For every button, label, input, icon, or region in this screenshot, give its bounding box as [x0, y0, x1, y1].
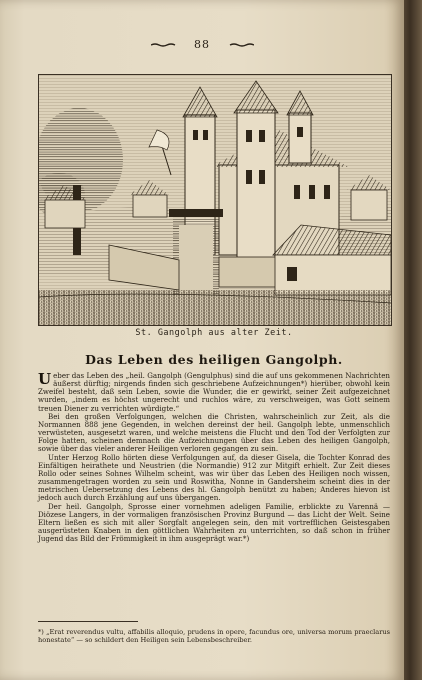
paragraph-1: Ueber das Leben des „heil. Gangolph (Gengulphus) sind die auf uns gekommenen Nachrichten äußerst dürftig; nirgends finden sich geschriebene Aufzeichnungen*) hierüber, obwohl kein Zweifel besteht, daß sein Leben, sowie die Wunder, die er gewirkt, seiner Zeit aufgezeichnet wurden, „indem es höchst ungerecht und ruchlos wäre, zu verschweigen, was Gott seinem treuen Diener zu verrichten würdigte.“ [38, 370, 390, 413]
ornament-right-icon [228, 43, 254, 47]
footnote-rule [38, 621, 138, 622]
page-header [0, 38, 404, 51]
drop-cap: U [38, 370, 52, 388]
page-number: 88 [194, 38, 210, 51]
article-body [38, 372, 390, 543]
church-engraving [38, 74, 392, 326]
footnote: *) „Erat reverendus vultu, affabilis alloquio, prudens in opere, facundus ore, universa morum praeclarus honestate“ — so schildert den Heiligen sein Lebensbeschreiber. [38, 628, 390, 645]
ornament-left-icon [151, 43, 177, 47]
paragraph-2: Bei den großen Verfolgungen, welchen die Christen, wahrscheinlich zur Zeit, als die Normannen 888 jene Gegenden, in welchen dereinst der heil. Gangolph lebte, unmenschlich verwüsteten, ausgesetzt waren, und welche meistens die Flucht und den Tod der Verfolgten zur Folge hatten, scheinen demnach die Aufzeichnungen über das Leben des heiligen Gangolph, sowie über das vieler anderer Heiligen verloren gegangen zu sein. [38, 411, 390, 454]
paragraph-4: Der heil. Gangolph, Sprosse einer vornehmen adeligen Familie, erblickte zu Varennä — Diözese Langers, in der vormaligen französischen Provinz Burgund — das Licht der Welt. Seine Eltern ließen es sich mit aller Sorgfalt angelegen sein, den mit vortrefflichen Geistesgaben ausgerüsteten Knaben in den göttlichen Wahrheiten zu unterrichten, so daß schon in früher Jugend das Bild der Frömmigkeit in ihm ausgeprägt war.*) [38, 501, 390, 544]
article-title: Das Leben des heiligen Gangolph. [85, 352, 343, 367]
paragraph-3: Unter Herzog Rollo hörten diese Verfolgungen auf, da dieser Gisela, die Tochter Konrad des Einfältigen heirathete und Neustrien (die Normandie) 912 zur Mitgift erhielt. Zur Zeit dieses Rollo oder seines Sohnes Wilhelm scheint, was wir über das Leben des Heiligen noch wissen, zusammengetragen worden zu sein und Roswitha, Nonne in Gandersheim scheint dies in der metrischen Uebersetzung des Lebens des hl. Gangolph benützt zu haben; Anderes hievon ist jedoch auch durch Erzählung auf uns übergangen. [38, 452, 390, 503]
figure-caption: St. Gangolph aus alter Zeit. [135, 328, 293, 338]
book-spine [402, 0, 422, 680]
